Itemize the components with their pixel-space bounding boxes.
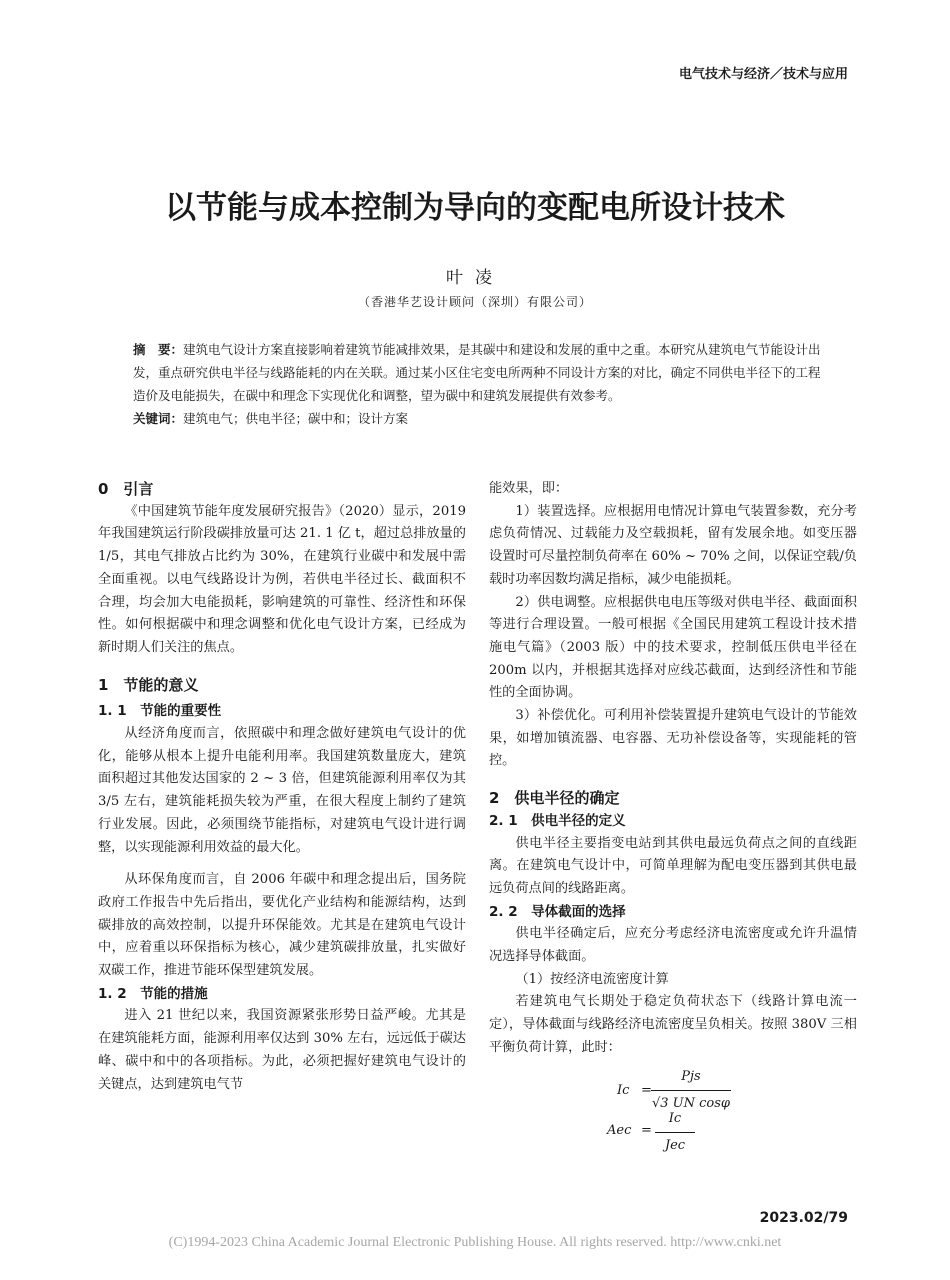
author-name: 叶凌	[446, 268, 504, 288]
keywords-label: 关键词：	[133, 411, 184, 426]
section-1-heading: 1 节能的意义	[98, 675, 199, 694]
section-1-1-heading: 1. 1 节能的重要性	[98, 703, 222, 720]
section-2-2-paragraph-2: 若建筑电气长期处于稳定负荷状态下（线路计算电流一定），导体截面与线路经济电流密度呈负相关。按照 380V 三相平衡负荷计算，此时：	[489, 994, 857, 1055]
section-2-heading: 2 供电半径的确定	[489, 789, 620, 808]
right-column	[489, 478, 857, 1154]
copyright-footer: (C)1994-2023 China Academic Journal Electronic Publishing House. All rights reserved. http://www.cnki.net	[168, 1235, 782, 1250]
section-1-1-paragraph-2: 从环保角度而言，自 2006 年碳中和理念提出后，国务院政府工作报告中先后指出，要优化产业结构和能源结构，达到碳排放的高效控制，以提升环保能效。尤其是在建筑电气设计中，应着重以环保指标为核心，减少建筑碳排放量，扎实做好双碳工作，推进节能环保型建筑发展。	[98, 872, 466, 979]
formula-block	[489, 1066, 857, 1154]
formula-aec-denominator: Jec	[664, 1138, 686, 1154]
formula-ic-denominator: √3 UN cosφ	[651, 1096, 731, 1112]
section-2-1-paragraph: 供电半径主要指变电站到其供电最远负荷点之间的直线距离。在建筑电气设计中，可简单理解为配电变压器到其供电最远负荷点间的线路距离。	[489, 835, 857, 896]
abstract-paragraph	[133, 338, 823, 407]
abstract-label: 摘 要：	[133, 342, 184, 357]
section-2-2-heading: 2. 2 导体截面的选择	[489, 903, 626, 920]
paper-title: 以节能与成本控制为导向的变配电所设计技术	[165, 190, 785, 226]
abstract-text: 建筑电气设计方案直接影响着建筑节能减排效果，是其碳中和建设和发展的重中之重。本研究从建筑电气节能设计出发，重点研究供电半径与线路能耗的内在关联。通过某小区住宅变电所两种不同设计方案的对比，确定不同供电半径下的工程造价及电能损失，在碳中和理念下实现优化和调整，望为碳中和建筑发展提供有效参考。	[133, 342, 821, 403]
measure-item-1: 1）装置选择。应根据用电情况计算电气装置参数，充分考虑负荷情况、过载能力及空载损耗，留有发展余地。如变压器设置时可尽量控制负荷率在 60% ~ 70% 之间，以保证空载/负载时功率因数均满足指标，减少电能损耗。	[489, 503, 857, 587]
formula-equals-2: =	[641, 1122, 652, 1138]
formula-aec-fraction	[655, 1108, 695, 1158]
measure-item-3: 3）补偿优化。可利用补偿装置提升建筑电气设计的节能效果，如增加镇流器、电容器、无功补偿设备等，实现能耗的管控。	[489, 708, 857, 769]
formula-ic-lhs: Ic	[617, 1082, 630, 1098]
formula-aec-numerator: Ic	[655, 1108, 695, 1134]
measure-item-2: 2）供电调整。应根据供电电压等级对供电半径、截面面积等进行合理设置。一般可根据《全国民用建筑工程设计技术措施电气篇》（2003 版）中的技术要求，控制低压供电半径在 200m 以内，并根据其选择对应线芯截面，达到经济性和节能性的全面协调。	[489, 594, 857, 701]
section-1-1-paragraph-1: 从经济角度而言，依照碳中和理念做好建筑电气设计的优化，能够从根本上提升电能利用率。我国建筑数量庞大，建筑面积超过其他发达国家的 2 ~ 3 倍，但建筑能源利用率仅为其 3/5 左右，建筑能耗损失较为严重，在很大程度上制约了建筑行业发展。因此，必须围绕节能指标，对建筑电气设计进行调整，以实现能源利用效益的最大化。	[98, 726, 466, 855]
page-number: 2023.02/79	[759, 1210, 848, 1226]
section-2-2-subheading: （1）按经济电流密度计算	[515, 971, 669, 987]
section-1-2-heading: 1. 2 节能的措施	[98, 985, 208, 1002]
section-2-2-paragraph-1: 供电半径确定后，应充分考虑经济电流密度或允许升温情况选择导体截面。	[489, 926, 857, 965]
formula-equals-1: =	[641, 1082, 652, 1098]
section-0-heading: 0 引言	[98, 480, 154, 498]
keywords-text: 建筑电气；供电半径；碳中和；设计方案	[183, 411, 409, 426]
left-column	[98, 478, 466, 1096]
formula-aec-lhs: Aec	[607, 1122, 632, 1138]
journal-section-header: 电气技术与经济／技术与应用	[678, 67, 848, 82]
abstract-block	[133, 338, 823, 430]
section-2-1-heading: 2. 1 供电半径的定义	[489, 812, 626, 829]
section-1-2-paragraph: 进入 21 世纪以来，我国资源紧张形势日益严峻。尤其是在建筑能耗方面，能源利用率仅达到 30% 左右，远远低于碳达峰、碳中和中的各项指标。为此，必须把握好建筑电气设计的关键点，达到建筑电气节	[98, 1008, 466, 1092]
continued-paragraph: 能效果，即：	[489, 481, 569, 496]
formula-ic-numerator: Pjs	[651, 1066, 731, 1092]
author-affiliation: （香港华艺设计顾问（深圳）有限公司）	[357, 295, 592, 309]
keywords-paragraph	[133, 407, 823, 430]
section-0-paragraph: 《中国建筑节能年度发展研究报告》（2020）显示，2019 年我国建筑运行阶段碳排放量可达 21. 1 亿 t，超过总排放量的 1/5，其电气排放占比约为 30%，在建筑行业碳中和发展中需全面重视。以电气线路设计为例，若供电半径过长、截面积不合理，均会加大电能损耗，影响建筑的可靠性、经济性和环保性。如何根据碳中和理念调整和优化电气设计方案，已经成为新时期人们关注的焦点。	[98, 503, 466, 655]
